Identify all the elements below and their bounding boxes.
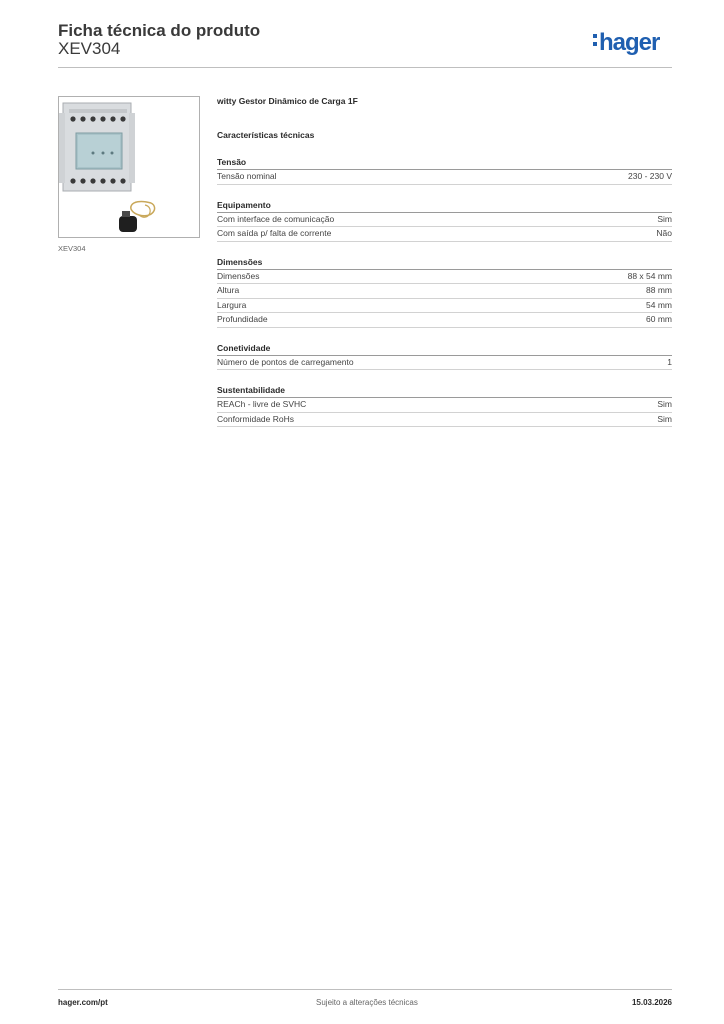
product-reference: XEV304 — [58, 39, 121, 58]
spec-row — [217, 170, 672, 185]
spec-value: Sim — [657, 399, 672, 409]
section-title: Dimensões — [217, 256, 672, 270]
product-image — [59, 97, 199, 237]
section-dimensoes — [217, 256, 672, 328]
spec-label: Altura — [217, 285, 240, 295]
spec-label: Largura — [217, 299, 247, 310]
spec-content — [217, 96, 672, 427]
spec-row — [217, 227, 672, 242]
page-header-title: Ficha técnica do produto — [58, 21, 261, 40]
characteristics-heading: Características técnicas — [217, 130, 315, 140]
logo-dots-icon — [593, 34, 597, 50]
product-name: witty Gestor Dinâmico de Carga 1F — [217, 96, 358, 106]
section-title: Sustentabilidade — [217, 384, 672, 398]
footer-website-link[interactable]: hager.com/pt — [58, 998, 108, 1007]
product-image-frame — [58, 96, 200, 238]
spec-value: 230 - 230 V — [628, 171, 672, 181]
spec-value: 1 — [667, 356, 672, 367]
header-divider — [58, 67, 672, 68]
spec-label: Profundidade — [217, 314, 268, 324]
spec-value: 88 mm — [646, 285, 672, 295]
logo-text: hager — [599, 29, 660, 56]
section-title: Tensão — [217, 156, 672, 170]
section-sustentabilidade — [217, 384, 672, 427]
spec-value: 54 mm — [646, 299, 672, 310]
section-title: Equipamento — [217, 199, 672, 213]
spec-label: Número de pontos de carregamento — [217, 356, 354, 367]
spec-value: Sim — [657, 413, 672, 424]
footer-notice: Sujeito a alterações técnicas — [316, 998, 418, 1007]
hager-logo[interactable] — [593, 29, 659, 57]
spec-row — [217, 284, 672, 299]
footer-date: 15.03.2026 — [631, 998, 672, 1007]
spec-value: Não — [656, 228, 672, 238]
spec-row — [217, 356, 672, 371]
spec-label: Conformidade RoHs — [217, 413, 295, 424]
spec-row — [217, 270, 672, 285]
spec-label: Tensão nominal — [217, 171, 277, 181]
spec-label: Com interface de comunicação — [217, 213, 335, 224]
spec-row — [217, 313, 672, 328]
spec-label: Dimensões — [217, 270, 260, 281]
spec-value: Sim — [657, 213, 672, 224]
spec-row — [217, 299, 672, 314]
section-tensao — [217, 156, 672, 185]
footer-divider — [58, 989, 672, 990]
spec-value: 60 mm — [646, 314, 672, 324]
section-equipamento — [217, 199, 672, 242]
image-caption: XEV304 — [58, 244, 86, 253]
spec-label: Com saída p/ falta de corrente — [217, 228, 332, 238]
spec-row — [217, 398, 672, 413]
section-conetividade — [217, 342, 672, 371]
spec-row — [217, 213, 672, 228]
spec-value: 88 x 54 mm — [627, 270, 672, 281]
spec-label: REACh - livre de SVHC — [217, 399, 307, 409]
spec-row — [217, 413, 672, 428]
section-title: Conetividade — [217, 342, 672, 356]
